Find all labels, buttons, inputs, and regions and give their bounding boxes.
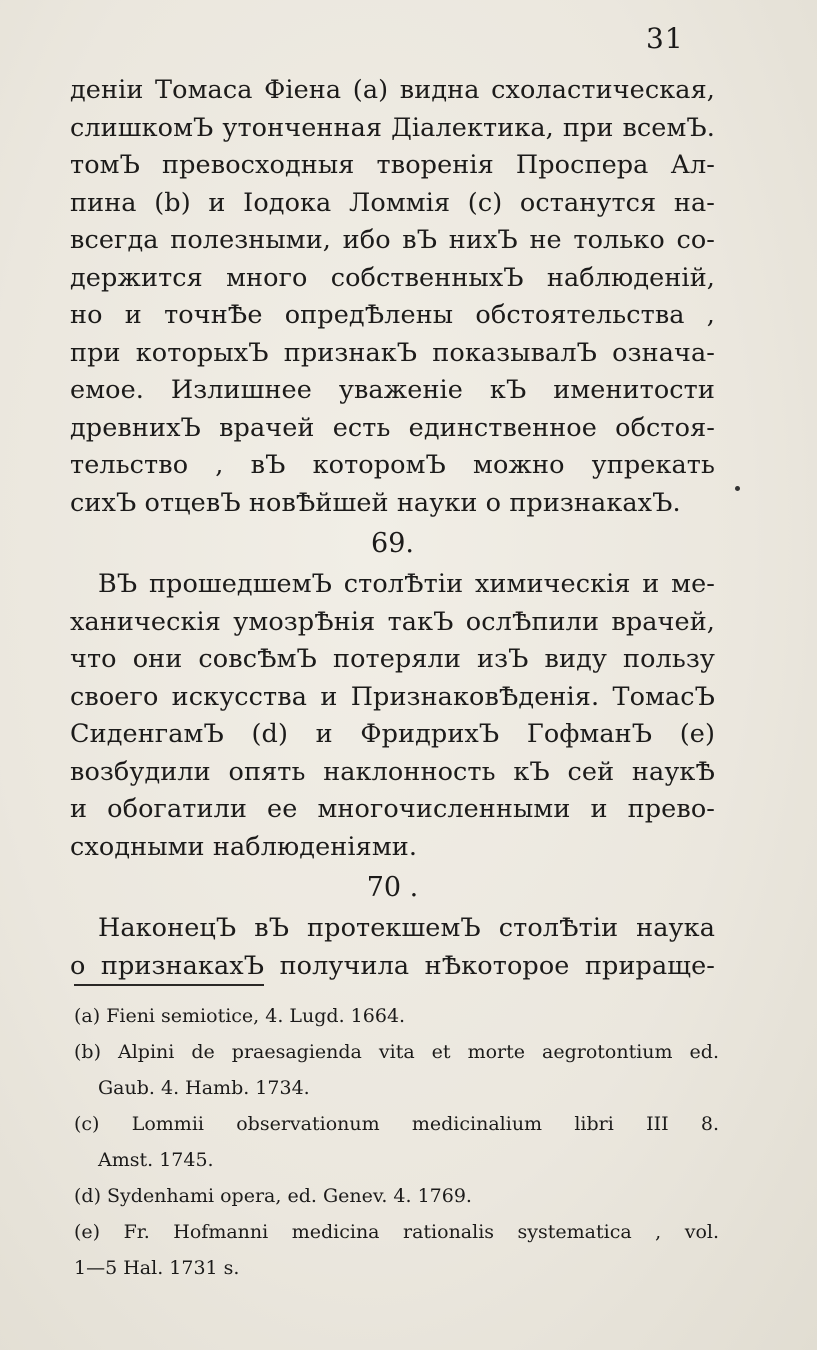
footnote-d: (d) Sydenhami opera, ed. Genev. 4. 1769. (74, 1185, 472, 1207)
footnote-b-continuation: Gaub. 4. Hamb. 1734. (98, 1077, 310, 1099)
text-line: ВЪ прошедшемЪ столѢтіи химическія и ме- (98, 569, 715, 599)
text-line: сихЪ отцевЪ новѢйшей науки о признакахЪ. (70, 487, 681, 518)
footnote-c: (c) Lommii observationum medicinalium libri III 8. (74, 1113, 719, 1135)
text-line: СиденгамЪ (d) и ФридрихЪ ГофманЪ (e) (70, 719, 715, 749)
text-line: и обогатили ее многочисленными и прево- (70, 794, 715, 824)
text-line: что они совсѢмЪ потеряли изЪ виду пользу (70, 644, 715, 674)
footnote-c-continuation: Amst. 1745. (98, 1149, 214, 1171)
text-line: сходными наблюденіями. (70, 831, 418, 862)
text-line: держится много собственныхЪ наблюденій, (70, 262, 715, 293)
text-line: томЪ превосходныя творенія Проспера Ал- (70, 150, 715, 180)
text-line: но и точнѢе опредѢлены обстоятельства , (70, 300, 715, 330)
footnote-e: (e) Fr. Hofmanni medicina rationalis systematica , vol. (74, 1221, 719, 1243)
text-line: пина (b) и Іодока Ломмія (c) останутся на- (70, 187, 715, 218)
footnote-divider (74, 984, 264, 986)
text-line: НаконецЪ вЪ протекшемЪ столѢтіи наука (98, 913, 715, 943)
footnote-b: (b) Alpini de praesagienda vita et morte aegrotontium ed. (74, 1041, 719, 1063)
section-number-70: 70 . (366, 872, 419, 903)
text-line: своего искусства и ПризнаковѢденія. ТомасЪ (70, 681, 715, 712)
text-line: ханическія умозрѢнія такЪ ослѢпили врачей, (70, 606, 715, 637)
footnote-a: (a) Fieni semiotice, 4. Lugd. 1664. (74, 1005, 406, 1027)
text-line: слишкомЪ утонченная Діалектика, при всемЪ. (70, 112, 715, 143)
ink-speck (735, 486, 740, 491)
text-line: тельство , вЪ которомЪ можно упрекать (70, 450, 715, 480)
footnote-e-continuation: 1—5 Hal. 1731 s. (74, 1257, 240, 1279)
text-line: всегда полезными, ибо вЪ нихЪ не только со- (70, 225, 715, 255)
footnotes (74, 998, 719, 1286)
text-line: о признакахЪ получила нѢкоторое прираще- (70, 950, 715, 981)
text-line: возбудили опять наклонность кЪ сей наукѢ (70, 756, 715, 787)
text-line: емое. Излишнее уваженіе кЪ именитости (70, 375, 715, 405)
page-number: 31 (646, 22, 684, 55)
text-line: деніи Томаса Фіена (a) видна схоластическая, (70, 75, 715, 105)
section-number-69: 69. (371, 528, 414, 559)
text-line: древнихЪ врачей есть единственное обстоя- (70, 412, 715, 443)
text-line: при которыхЪ признакЪ показывалЪ означа- (70, 337, 715, 368)
body-text (70, 72, 715, 985)
